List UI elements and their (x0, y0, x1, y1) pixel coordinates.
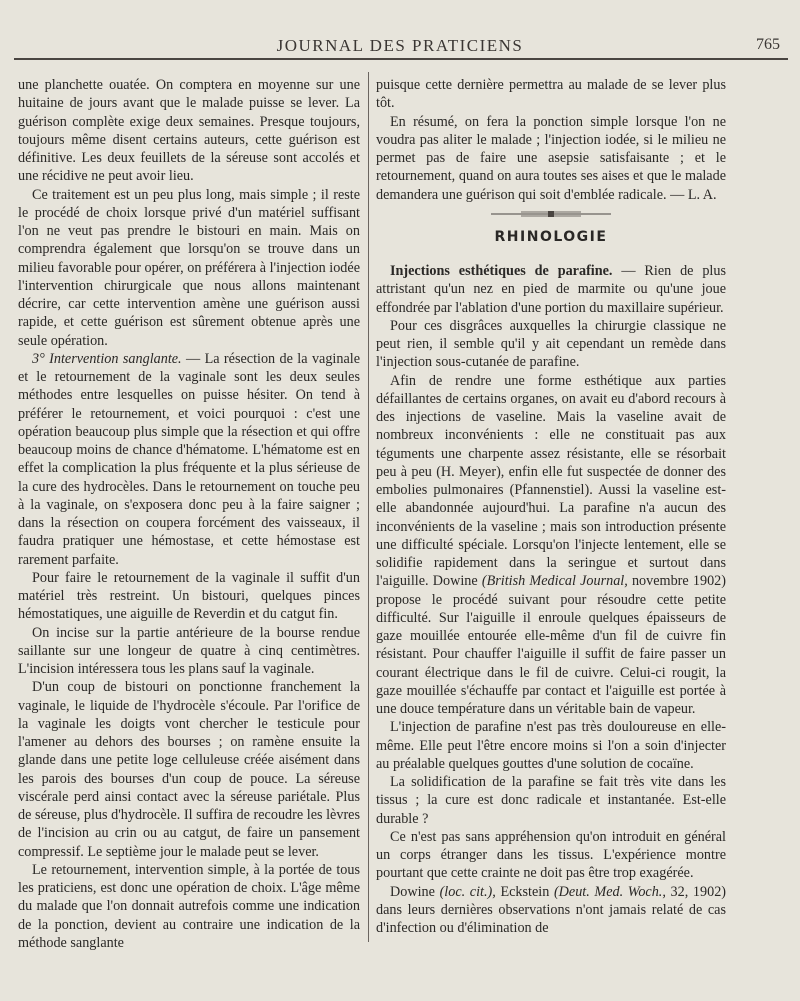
paragraph-text: — Rien de plus attristant qu'un nez en pied de marmite ou qu'une joue effondrée par l'ablation d'une portion du maxillaire supérieur. (376, 263, 726, 316)
citation-italic: (British Medical Journal, (481, 573, 628, 590)
running-title: JOURNAL DES PRATICIENS (276, 36, 524, 55)
paragraph (376, 372, 726, 719)
paragraph: L'injection de parafine n'est pas très douloureuse en elle-même. Elle peut l'être encore moins si l'on a soin d'injecter au préalable quelques gouttes d'une solution de cocaïne. (376, 719, 726, 772)
header-rule (14, 58, 788, 60)
paragraph: La solidification de la parafine se fait très vite dans les tissus ; la cure est donc radicale et instantanée. Est-elle durable ? (376, 774, 726, 827)
page-header (0, 34, 800, 60)
paragraph: On incise sur la partie antérieure de la bourse rendue saillante sur une longeur de quatre à cinq centimètres. L'incision intéressera tous les plans sauf la vaginale. (18, 624, 360, 677)
paragraph: D'un coup de bistouri on ponctionne franchement la vaginale, le liquide de l'hydrocèle s'écoule. Par l'orifice de la vaginale les doigts vont chercher le testicule pour l'amener au dehors des bourses ; on ramène ensuite la glande dans une petite loge celluleuse créée aisément dans les parois des bourses d'un coup de pouce. La séreuse viscérale perd ainsi contact avec la séreuse pariétale. Plus de séreuse, plus d'hydrocèle. Il suffira de recoudre les lèvres de l'incision au crin ou au catgut, de faire un pansement compressif. Le septième jour le malade peut se lever. (18, 679, 360, 860)
paragraph: Pour faire le retournement de la vaginale il suffit d'un matériel très restreint. Un bistouri, quelques pinces hémostatiques, une aiguille de Reverdin et du catgut fin. (18, 569, 360, 623)
section-title: RHINOLOGIE (494, 228, 608, 245)
paragraph: une planchette ouatée. On comptera en moyenne sur une huitaine de jours avant que le malade puisse se lever. La guérison complète exige deux semaines. Presque toujours, toujours même disent certains auteurs, cette guérison est définitive. Les deux feuillets de la séreuse sont accolés et une récidive ne peut avoir lieu. (18, 77, 360, 185)
paragraph (376, 883, 726, 938)
right-column (376, 76, 726, 937)
paragraph-text: — La résection de la vaginale et le retournement de la vaginale sont les deux seules méthodes entre lesquelles on puisse hésiter. On tend à préférer le retournement, et voici pourquoi : c'est une opération beaucoup plus simple que la résection et qui offre beaucoup moins de chance d'hématome. L'hématome est en effet la complication la plus fréquente et la plus sérieuse de la cure des hydrocèles. Dans le retournement on touche peu à la vaginale, on s'exposera donc peu à la faire saigner ; dans la résection on coupera forcément des vaisseaux, il faudra pratiquer une hémostase, et cette hémostase est rarement parfaite. (18, 350, 360, 568)
citation-italic: (Deut. Med. Woch., (553, 883, 666, 900)
column-divider (368, 72, 369, 942)
paragraph: Ce traitement est un peu plus long, mais simple ; il reste le procédé de choix lorsque privé d'un matériel suffisant l'on ne veut pas prendre le bistouri en main. Mais on comprendra également que lorsqu'on se trouve dans un milieu favorable pour opérer, on préférera à l'injection iodée l'intervention chirurgicale que nous allons maintenant décrire, car cette intervention amène une guérison aussi rapide, et cette guérison est sûrement obtenue après une seule opération. (18, 186, 360, 349)
paragraph-text: Eckstein (495, 883, 554, 900)
page-number: 765 (756, 36, 780, 53)
paragraph-text: 32, 1902) dans leurs dernières observations n'ont jamais relaté de cas d'infection ou d'élimination de (376, 883, 727, 936)
paragraph (376, 262, 726, 317)
article-title: Injections esthétiques de parafine. (390, 263, 613, 279)
paragraph: Pour ces disgrâces auxquelles la chirurgie classique ne peut rien, il semble qu'il y ait cependant un remède dans l'injection sous-cutanée de parafine. (376, 317, 726, 371)
left-column (18, 76, 360, 952)
paragraph-text: novembre 1902) propose le procédé suivant pour résoudre cette petite difficulté. Sur l'aiguille il enroule quelques épaisseurs de gaze mouillée entourée elle-même d'un fil de cuivre fin résistant. Pour chauffer l'aiguille il suffit de faire passer un courant électrique dans le fil de cuivre. Celui-ci rougit, la gaze mouillée s'échauffe par contact et l'aiguille est portée à une douce température dans un véritable bain de vapeur. (376, 573, 726, 717)
paragraph-text: Dowine (390, 883, 440, 900)
paragraph-text: Afin de rendre une forme esthétique aux parties défaillantes de certains organes, on avait eu d'abord recours à des injections de vaseline. Mais la vaseline avait de nombreux inconvénients : elle ne constituait pas aux téguments une charpente assez résistante, elle se résorbait peu à peu (H. Meyer), enfin elle fut suspectée de donner des embolies pulmonaires (Pfannenstiel). Aussi la vaseline est-elle abandonnée aujourd'hui. La parafine n'a aucun des inconvénients de la vaseline ; mais son introduction présente une difficulté spéciale. Lorsqu'on l'injecte lentement, elle se solidifie rapidement dans la seringue et surtout dans l'aiguille. Dowine (376, 372, 726, 590)
paragraph: Ce n'est pas sans appréhension qu'on introduit en général un corps étranger dans les tissus. L'expérience montre pourtant que cette crainte ne doit pas être trop exagérée. (376, 828, 726, 882)
subheading-italic: 3° Intervention sanglante. (32, 350, 182, 367)
citation-italic: (loc. cit.), (439, 883, 496, 900)
paragraph (18, 350, 360, 569)
ornament-divider (491, 210, 611, 218)
paragraph: puisque cette dernière permettra au malade de se lever plus tôt. (376, 77, 726, 112)
paragraph: En résumé, on fera la ponction simple lorsque l'on ne voudra pas aliter le malade ; l'injection iodée, si le milieu ne permet pas de faire une asepsie satisfaisante ; et le retournement, quand on aura toutes ses aises et que le malade demandera une guérison qui soit d'emblée radicale. — L. A. (376, 113, 726, 203)
paragraph: Le retournement, intervention simple, à la portée de tous les praticiens, est donc une opération de choix. L'âge même du malade que l'on donnait autrefois comme une indication de la ponction, devient au contraire une indication de la méthode sanglante (18, 861, 360, 951)
